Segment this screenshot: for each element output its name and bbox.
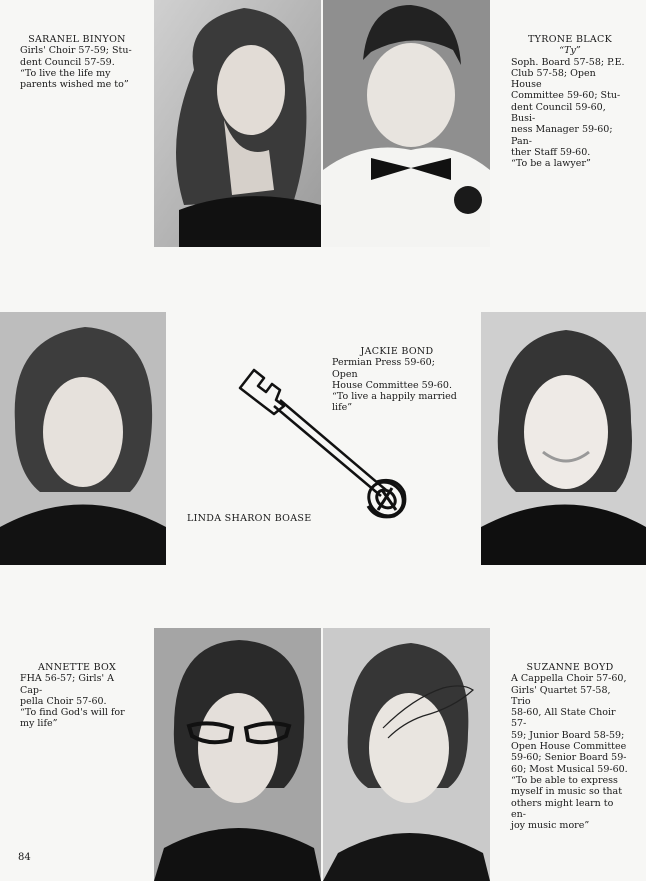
activity-line: 59-60; Senior Board 59-	[511, 752, 627, 764]
student-name: ANNETTE BOX	[37, 662, 117, 673]
caption-annette-box	[20, 662, 134, 730]
activity-line: ther Staff 59-60.	[511, 146, 591, 158]
activity-line: House Committee 59-60.	[332, 379, 452, 391]
quote-line: “To be able to express	[511, 774, 618, 786]
portrait-annette-box	[154, 628, 321, 881]
portrait-tyrone-black	[323, 0, 490, 247]
quote-line: myself in music so that	[511, 786, 623, 798]
activity-line: Soph. Board 57-58; P.E.	[511, 56, 625, 68]
caption-jackie-bond	[332, 346, 462, 414]
activity-line: dent Council 59-60, Busi-	[511, 101, 606, 125]
activity-line: Girls' Choir 57-59; Stu-	[20, 45, 132, 57]
activity-line: FHA 56-57; Girls' A Cap-	[20, 673, 114, 696]
activity-line: 59; Junior Board 58-59;	[511, 729, 625, 741]
page-number: 84	[18, 852, 31, 863]
activity-line: Permian Press 59-60; Open	[332, 357, 435, 380]
activity-line: Committee 59-60; Stu-	[511, 90, 621, 102]
portrait-suzanne-boyd	[323, 628, 490, 881]
activity-line: Club 57-58; Open House	[511, 67, 596, 91]
quote-line: “To live the life my	[20, 67, 111, 79]
quote-line: my life”	[20, 718, 58, 730]
activity-line: 60; Most Musical 59-60.	[511, 763, 628, 775]
student-name: SUZANNE BOYD	[526, 662, 614, 673]
portrait-jackie-bond	[481, 312, 646, 565]
student-nickname: “Ty”	[559, 45, 581, 57]
portrait-saranel-binyon	[154, 0, 321, 247]
activity-line: dent Council 57-59.	[20, 56, 115, 68]
caption-saranel-binyon	[20, 34, 134, 90]
activity-line: pella Choir 57-60.	[20, 695, 107, 707]
activity-line: Girls' Quartet 57-58, Trio	[511, 684, 611, 707]
activity-line: 58-60, All State Choir 57-	[511, 707, 616, 730]
caption-linda-sharon-boase: LINDA SHARON BOASE	[187, 513, 312, 524]
activity-line: ness Manager 59-60; Pan-	[511, 124, 613, 147]
portrait-linda-sharon-boase	[0, 312, 166, 565]
quote-line: joy music more”	[511, 820, 590, 832]
quote-line: life”	[332, 402, 353, 414]
quote-line: “To be a lawyer”	[511, 158, 591, 170]
student-name: SARANEL BINYON	[28, 34, 126, 45]
student-name: TYRONE BLACK	[528, 34, 612, 45]
quote-line: “To find God's will for	[20, 707, 125, 719]
student-name: JACKIE BOND	[360, 346, 434, 357]
activity-line: A Cappella Choir 57-60,	[511, 673, 627, 685]
caption-tyrone-black	[511, 34, 629, 170]
quote-line: others might learn to en-	[511, 797, 614, 820]
activity-line: Open House Committee	[511, 741, 627, 753]
quote-line: parents wished me to”	[20, 79, 129, 91]
quote-line: “To live a happily married	[332, 391, 457, 403]
caption-suzanne-boyd	[511, 662, 629, 831]
